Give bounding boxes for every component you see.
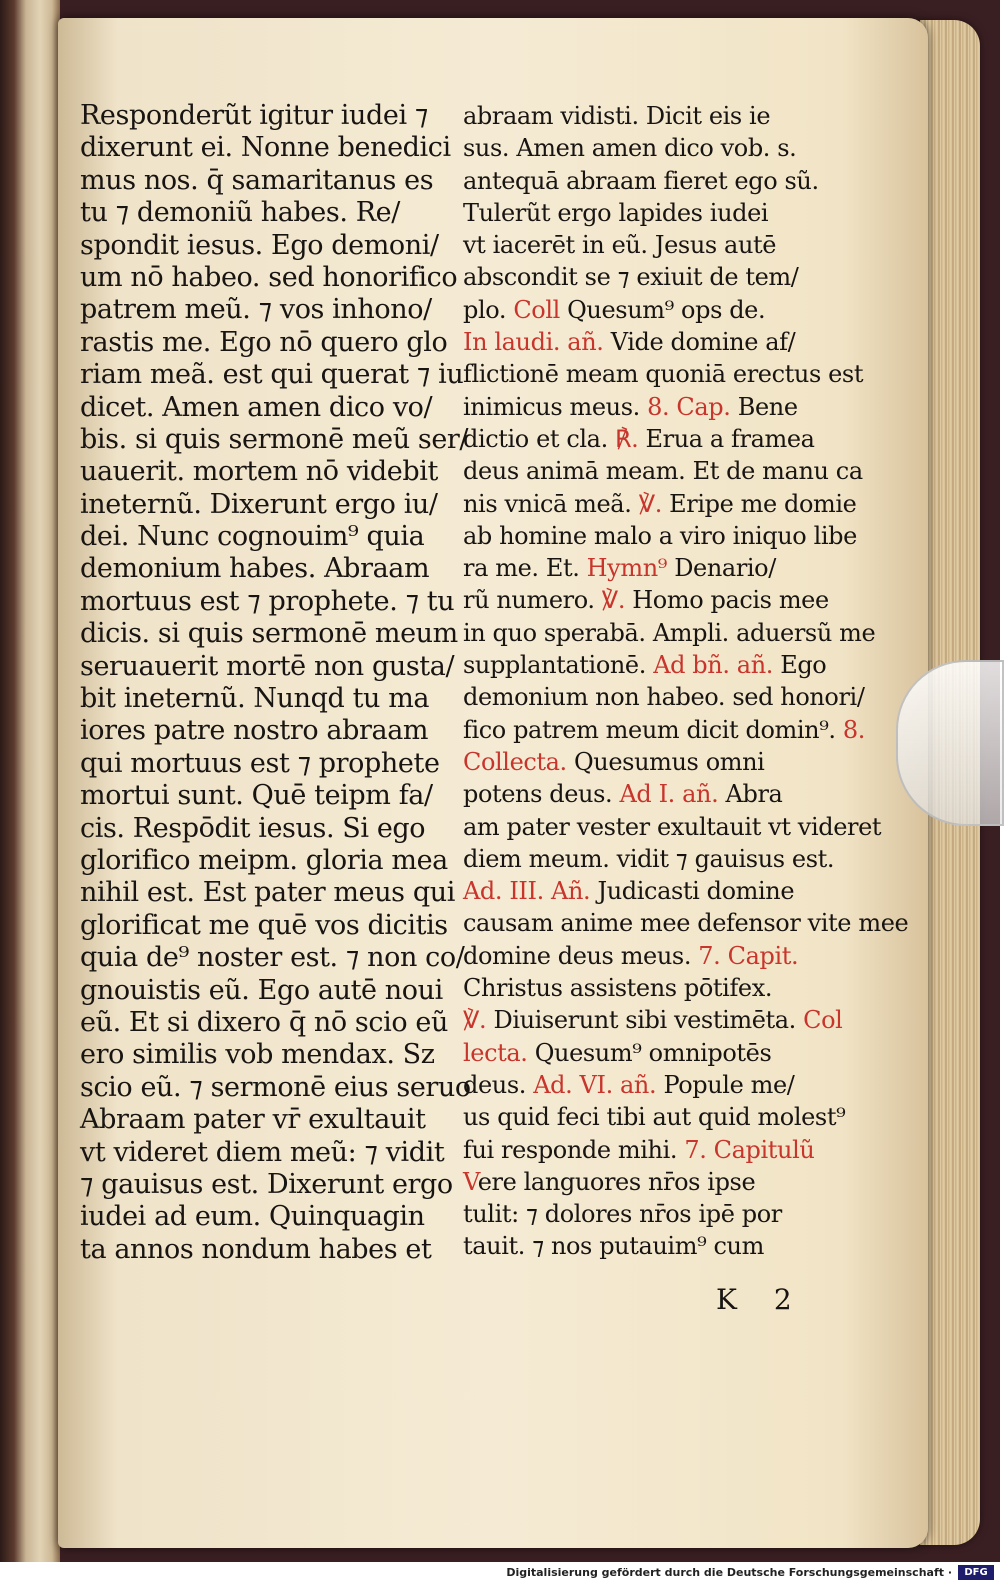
text-line <box>463 294 843 326</box>
text-line: glorificat me quē vos dicitis <box>80 909 448 941</box>
rubric-text: 8. Cap. <box>647 392 731 421</box>
rubric-text: V <box>463 1167 478 1196</box>
text-line: scio eũ. ⁊ sermonē eius seruo <box>80 1071 471 1103</box>
text-line: bit ineternũ. Nunqd tu ma <box>80 683 430 715</box>
text-segment: vt iacerēt in eũ. Jesus autē <box>463 231 777 260</box>
text-line <box>463 326 843 358</box>
text-segment: plo. <box>463 295 514 324</box>
text-segment: potens deus. <box>463 780 620 809</box>
text-line: mortui sunt. Quē teipm fa/ <box>80 780 433 812</box>
rubric-text: Ad bñ. añ. <box>653 651 773 680</box>
rubric-text: Ad I. añ. <box>619 780 719 809</box>
text-segment: Bene <box>730 392 798 421</box>
text-segment: dictio et cla. <box>463 424 616 453</box>
text-segment: deus animā meam. Et de manu ca <box>463 457 863 486</box>
text-line: uauerit. mortem nō videbit <box>80 456 438 488</box>
text-segment: fui responde mihi. <box>463 1135 685 1164</box>
rubric-text: ℣. <box>638 489 662 518</box>
text-line: vt videret diem meũ: ⁊ vidit <box>80 1136 445 1168</box>
text-line <box>463 1134 843 1166</box>
rubric-text: 8. <box>842 715 865 744</box>
text-line: demonium habes. Abraam <box>80 553 430 585</box>
text-segment: deus. <box>463 1070 534 1099</box>
text-line: ta annos nondum habes et <box>80 1233 432 1265</box>
text-segment: abraam vidisti. Dicit eis ie <box>463 102 771 130</box>
text-segment: domine deus meus. <box>463 941 699 970</box>
text-line <box>463 229 843 261</box>
text-segment: Eripe me domie <box>661 489 857 518</box>
text-line <box>463 714 865 746</box>
text-line <box>463 617 876 649</box>
text-line: mus nos. q̄ samaritanus es <box>80 164 434 196</box>
text-segment: Judicasti domine <box>590 877 795 906</box>
text-line: Responderũt igitur iudei ⁊ <box>80 100 428 131</box>
text-line: Abraam pater vr̄ exultauit <box>80 1104 426 1136</box>
text-segment: ere languores nr̄os ipse <box>477 1167 756 1196</box>
text-line: dicis. si quis sermonē meum <box>80 618 458 650</box>
text-line <box>463 972 843 1004</box>
text-line: ⁊ gauisus est. Dixerunt ergo <box>80 1168 453 1200</box>
text-line: spondit iesus. Ego demoni/ <box>80 229 439 261</box>
text-line <box>463 811 882 843</box>
text-segment: supplantationē. <box>463 651 654 680</box>
text-line: nihil est. Est pater meus qui <box>80 877 455 909</box>
text-line <box>463 423 843 455</box>
text-segment: inimicus meus. <box>463 392 648 421</box>
text-line: glorifico meipm. gloria mea <box>80 844 448 876</box>
text-segment: diem meum. vidit ⁊ gauisus est. <box>463 844 835 873</box>
text-line: dicet. Amen amen dico vo/ <box>80 391 433 423</box>
text-line <box>463 1198 843 1230</box>
text-segment: Quesum⁹ ops de. <box>559 295 766 324</box>
text-segment: Denario/ <box>666 554 776 583</box>
page-holder-clip <box>896 660 1004 826</box>
text-segment: flictionē meam quoniā erectus est <box>463 360 864 389</box>
text-line <box>463 488 857 520</box>
signature-mark: K 2 <box>716 1283 806 1316</box>
text-line: quia de⁹ noster est. ⁊ non co/ <box>80 942 465 974</box>
text-line: ineternũ. Dixerunt ergo iu/ <box>80 488 438 520</box>
text-line: um nō habeo. sed honorifico <box>80 261 458 293</box>
text-segment: Vide domine af/ <box>603 328 796 357</box>
text-line <box>463 391 843 423</box>
text-line: iores patre nostro abraam <box>80 715 429 747</box>
text-line: seruauerit mortē non gusta/ <box>80 650 455 682</box>
text-line <box>463 132 843 164</box>
text-line <box>463 843 843 875</box>
text-segment: am pater vester exultauit vt videret <box>463 812 882 841</box>
text-line <box>463 1069 843 1101</box>
text-segment: demonium non habeo. sed honori/ <box>463 683 865 712</box>
text-line <box>463 520 857 552</box>
left-text-column <box>80 100 471 1266</box>
facing-page-edge <box>0 0 60 1562</box>
text-segment: tauit. ⁊ nos putauim⁹ cum <box>463 1232 764 1261</box>
rubric-text: Ad. III. Añ. <box>463 877 591 906</box>
text-line <box>463 261 843 293</box>
text-segment: Abra <box>718 780 783 809</box>
rubric-text: Hymn⁹ <box>586 554 667 583</box>
dfg-logo: DFG <box>958 1565 994 1580</box>
text-segment: fico patrem meum dicit domin⁹. <box>463 715 843 744</box>
text-segment: antequā abraam fieret ego sũ. <box>463 166 819 195</box>
text-line <box>463 778 843 810</box>
rubric-text: Coll <box>513 295 560 324</box>
text-line <box>463 940 843 972</box>
text-line <box>463 907 909 939</box>
text-segment: Erua a framea <box>638 424 815 453</box>
text-line: dei. Nunc cognouim⁹ quia <box>80 521 425 553</box>
text-line: dixerunt ei. Nonne benedici <box>80 132 451 164</box>
text-line <box>463 1101 846 1133</box>
text-line <box>463 455 863 487</box>
rubric-text: 7. Capit. <box>698 941 799 970</box>
text-line <box>463 875 843 907</box>
text-segment: causam anime mee defensor vite mee <box>463 909 909 938</box>
text-segment: Homo pacis mee <box>625 586 829 615</box>
text-line <box>463 649 843 681</box>
rubric-text: In laudi. añ. <box>463 328 604 357</box>
text-line <box>463 1004 843 1036</box>
footer-bar <box>0 1562 1000 1584</box>
text-line: rastis me. Ego nō quero glo <box>80 326 448 358</box>
text-line <box>463 552 843 584</box>
text-line <box>463 1037 843 1069</box>
rubric-text: 7. Capitulũ <box>684 1135 815 1164</box>
rubric-text: ℟. <box>615 424 639 453</box>
text-line: bis. si quis sermonē meũ ser/ <box>80 423 469 455</box>
rubric-text: Ad. VI. añ. <box>533 1070 657 1099</box>
text-segment: Christus assistens pōtifex. <box>463 974 773 1003</box>
text-line: tu ⁊ demoniũ habes. Re/ <box>80 197 400 229</box>
rubric-text: Collecta. <box>463 747 567 776</box>
text-line: eũ. Et si dixero q̄ nō scio eũ <box>80 1006 448 1038</box>
text-segment: ab homine malo a viro iniquo libe <box>463 521 857 550</box>
text-segment: abscondit se ⁊ exiuit de tem/ <box>463 263 799 292</box>
text-line: riam meã. est qui querat ⁊ iu <box>80 359 464 391</box>
text-segment: Quesumus omni <box>566 747 765 776</box>
text-line: iudei ad eum. Quinquagin <box>80 1201 425 1233</box>
text-segment: Popule me/ <box>656 1070 795 1099</box>
text-line <box>463 1166 843 1198</box>
text-line: ero similis vob mendax. Sz <box>80 1039 435 1071</box>
text-segment: Ego <box>773 651 827 680</box>
text-line <box>463 681 865 713</box>
text-segment: nis vnicā meã. <box>463 489 639 518</box>
text-line <box>463 1230 843 1262</box>
rubric-text: ℣. <box>463 1006 487 1035</box>
rubric-text: lecta. <box>463 1038 528 1067</box>
text-line <box>463 165 843 197</box>
text-segment: rũ numero. <box>463 586 602 615</box>
rubric-text: ℣. <box>601 586 626 615</box>
text-line <box>463 584 843 616</box>
text-segment: in quo sperabā. Ampli. aduersũ me <box>463 618 876 647</box>
text-line: gnouistis eũ. Ego autē noui <box>80 974 443 1006</box>
text-segment: sus. Amen amen dico vob. s. <box>463 134 797 163</box>
text-segment: ra me. Et. <box>463 554 587 583</box>
funding-notice: Digitalisierung gefördert durch die Deutsche Forschungsgemeinschaft · <box>506 1566 952 1579</box>
text-line <box>463 358 864 390</box>
right-text-column <box>463 100 909 1263</box>
text-line: cis. Respōdit iesus. Si ego <box>80 812 426 844</box>
text-segment: Tulerũt ergo lapides iudei <box>463 198 769 227</box>
text-segment: tulit: ⁊ dolores nr̄os ipē por <box>463 1200 782 1229</box>
text-line <box>463 100 843 132</box>
text-line <box>463 197 843 229</box>
rubric-text: Col <box>803 1006 843 1035</box>
text-line: mortuus est ⁊ prophete. ⁊ tu <box>80 585 455 617</box>
text-segment: us quid feci tibi aut quid molest⁹ <box>463 1103 846 1132</box>
text-line <box>463 746 843 778</box>
text-line: qui mortuus est ⁊ prophete <box>80 747 440 779</box>
text-line: patrem meũ. ⁊ vos inhono/ <box>80 294 432 326</box>
text-segment: Diuiserunt sibi vestimēta. <box>486 1006 804 1035</box>
text-segment: Quesum⁹ omnipotēs <box>527 1038 772 1067</box>
